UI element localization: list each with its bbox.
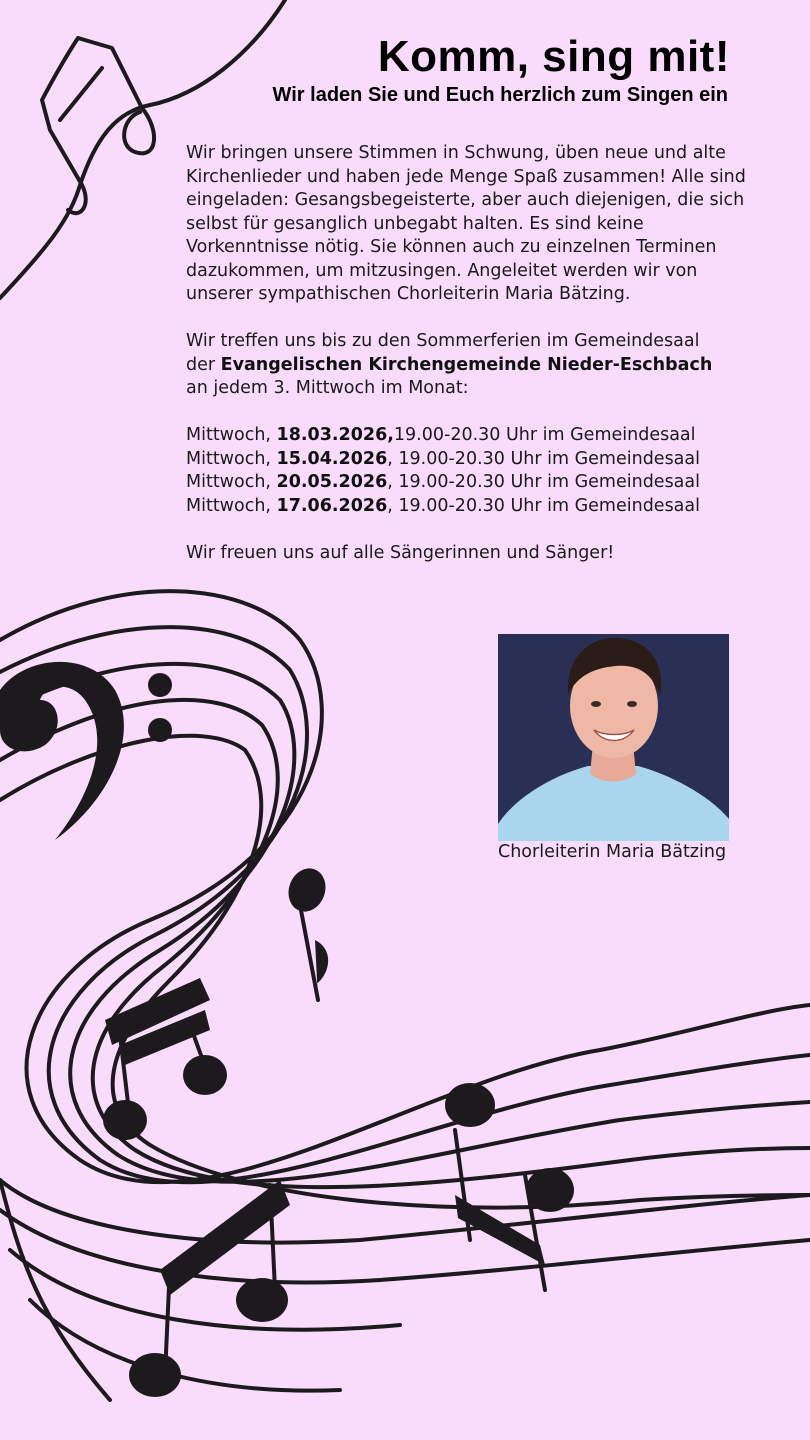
- meeting-prefix: der: [186, 354, 221, 375]
- date-day: Mittwoch,: [186, 495, 277, 516]
- photo-caption: Chorleiterin Maria Bätzing: [498, 842, 727, 862]
- closing-line: Wir freuen uns auf alle Sängerinnen und Sänger!: [186, 542, 615, 563]
- eighth-note-outline: [42, 38, 154, 213]
- meeting-paragraph: [186, 330, 766, 401]
- date-row-4: [186, 496, 700, 516]
- meeting-line-3: an jedem 3. Mittwoch im Monat:: [186, 378, 469, 398]
- date-time: , 19.00-20.30 Uhr im Gemeindesaal: [387, 448, 700, 469]
- date-row-2: [186, 449, 700, 469]
- staff-line-6: [0, 1180, 810, 1243]
- date-value: 20.05.2026: [276, 472, 388, 492]
- page-title: Komm, sing mit!: [377, 32, 730, 81]
- staff-edge-left: [0, 1180, 110, 1400]
- date-value: 18.03.2026,: [276, 425, 394, 445]
- page-subtitle: Wir laden Sie und Euch herzlich zum Singen ein: [272, 84, 728, 106]
- meeting-venue: Evangelischen Kirchengemeinde Nieder-Eschbach: [220, 354, 713, 375]
- intro-paragraph: Wir bringen unsere Stimmen in Schwung, üben neue und alte Kirchenlieder und haben jede Menge Spaß zusammen! Alle sind eingeladen: Gesangsbegeisterte, aber auch diejenigen, die sich selbst für gesanglich unbegabt halten. Es sind keine Vorkenntnisse nötig. Sie können auch zu einzelnen Terminen dazukommen, um mitzusingen. Angeleitet werden wir von unserer sympathischen Chorleiterin Maria Bätzing.: [186, 143, 746, 304]
- date-row-1: [186, 425, 696, 445]
- staff-line-7: [0, 1210, 810, 1282]
- date-day: Mittwoch,: [186, 472, 277, 492]
- date-value: 15.04.2026: [276, 448, 388, 469]
- invitation-text: [186, 142, 766, 589]
- date-time: 19.00-20.30 Uhr im Gemeindesaal: [393, 425, 696, 445]
- date-value: 17.06.2026: [276, 495, 388, 516]
- date-day: Mittwoch,: [186, 448, 277, 469]
- date-day: Mittwoch,: [186, 425, 277, 445]
- dates-list: [186, 424, 766, 518]
- date-row-3: [186, 472, 700, 492]
- choir-director-photo: [498, 634, 729, 841]
- meeting-line-1: Wir treffen uns bis zu den Sommerferien im Gemeindesaal: [186, 331, 700, 351]
- date-time: , 19.00-20.30 Uhr im Gemeindesaal: [387, 495, 700, 516]
- staff-line-9: [30, 1300, 340, 1391]
- date-time: , 19.00-20.30 Uhr im Gemeindesaal: [387, 472, 700, 492]
